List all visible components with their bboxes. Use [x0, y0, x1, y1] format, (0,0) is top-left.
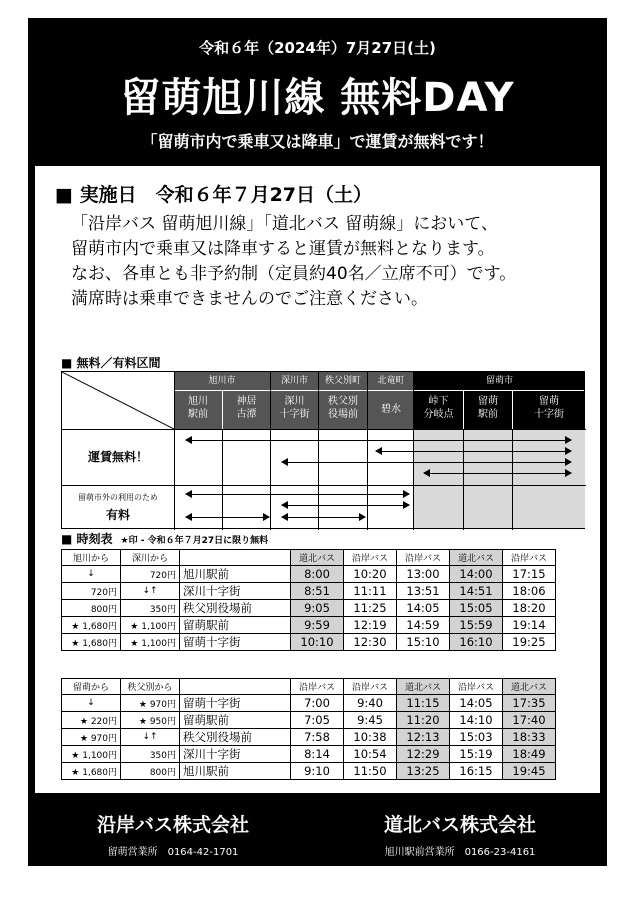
time-cell: 11:50: [344, 763, 397, 780]
free-route-arrow: [186, 436, 571, 445]
time-cell: 17:15: [503, 566, 556, 583]
bus-header: 沿岸バス: [503, 550, 556, 566]
stop-chippubetsu-yakuba: 秩父別 役場前: [319, 391, 367, 429]
fare-cell: ★ 950円: [121, 712, 180, 729]
fare-cell: ↓↑: [121, 729, 180, 746]
stop-cell: 旭川駅前: [180, 566, 291, 583]
fare-cell: 800円: [121, 763, 180, 780]
paid-route-arrow: [186, 490, 409, 499]
time-cell: 13:25: [397, 763, 450, 780]
fare-cell: ★ 970円: [121, 695, 180, 712]
time-cell: 11:25: [344, 600, 397, 617]
implementation-line: 満席時は乗車できませんのでご注意ください。: [71, 289, 428, 309]
stop-rumoi-ekimae: 留萌 駅前: [464, 391, 512, 429]
stop-cell: 留萌十字街: [180, 695, 291, 712]
time-cell: 12:13: [397, 729, 450, 746]
timetable-outbound: [61, 549, 556, 651]
time-cell: 17:35: [503, 695, 556, 712]
time-cell: 7:00: [291, 695, 344, 712]
area-fukagawa: 深川市: [271, 372, 318, 390]
time-cell: 9:45: [344, 712, 397, 729]
time-cell: 14:05: [450, 695, 503, 712]
bus-header: 道北バス: [450, 550, 503, 566]
fare-cell: 720円: [121, 566, 180, 583]
fare-header: 留萌から: [62, 679, 121, 695]
stop-header: [180, 679, 291, 695]
footer-enganbus: [73, 810, 273, 858]
bus-header: 沿岸バス: [344, 550, 397, 566]
fare-cell: ★ 1,100円: [121, 634, 180, 651]
time-cell: 10:38: [344, 729, 397, 746]
fare-cell: ★ 1,680円: [62, 634, 121, 651]
time-cell: 14:59: [397, 617, 450, 634]
stop-rumoi-jujigai: 留萌 十字街: [513, 391, 585, 429]
free-route-arrow: [424, 469, 571, 478]
time-cell: 15:05: [450, 600, 503, 617]
company-name: 沿岸バス株式会社: [96, 814, 249, 836]
fare-cell: ★ 1,100円: [62, 746, 121, 763]
stop-cell: 留萌十字街: [180, 634, 291, 651]
table-row: [62, 746, 556, 763]
time-cell: 7:58: [291, 729, 344, 746]
table-row: [62, 729, 556, 746]
time-cell: 7:05: [291, 712, 344, 729]
time-cell: 14:51: [450, 583, 503, 600]
fare-cell: ★ 1,100円: [121, 617, 180, 634]
fare-cell: ↓↑: [121, 583, 180, 600]
time-cell: 18:20: [503, 600, 556, 617]
fare-cell: ★ 970円: [62, 729, 121, 746]
implementation-line: なお、各車とも非予約制（定員約40名／立席不可）です。: [71, 264, 517, 284]
time-cell: 8:14: [291, 746, 344, 763]
bus-header: 道北バス: [397, 679, 450, 695]
stop-cell: 秩父別役場前: [180, 729, 291, 746]
timetable-title: ■ 時刻表: [61, 532, 113, 546]
fare-cell: 350円: [121, 746, 180, 763]
implementation-line: 留萌市内で乗車又は降車すると運賃が無料となります。: [71, 239, 495, 259]
time-cell: 9:10: [291, 763, 344, 780]
free-fare-label: 運賃無料！: [87, 450, 148, 464]
timetable-section-title: [61, 530, 268, 547]
paid-note: 留萌市外の利用のため: [78, 493, 158, 502]
table-row: [62, 763, 556, 780]
stop-cell: 留萌駅前: [180, 712, 291, 729]
bus-header: 沿岸バス: [450, 679, 503, 695]
time-cell: 12:30: [344, 634, 397, 651]
time-cell: 17:40: [503, 712, 556, 729]
paid-route-arrow: [282, 513, 365, 522]
bus-header: 道北バス: [291, 550, 344, 566]
time-cell: 8:00: [291, 566, 344, 583]
content-panel: [35, 166, 600, 793]
table-row: [62, 566, 556, 583]
time-cell: 19:25: [503, 634, 556, 651]
time-cell: 15:03: [450, 729, 503, 746]
time-cell: 19:45: [503, 763, 556, 780]
implementation-body: [71, 212, 516, 312]
timetable-note: ★印 - 令和６年７月27日に限り無料: [120, 536, 269, 546]
stop-kamui-kotan: 神居 古潭: [223, 391, 270, 429]
fare-cell: 350円: [121, 600, 180, 617]
time-cell: 9:40: [344, 695, 397, 712]
stop-cell: 深川十字街: [180, 583, 291, 600]
footer-dohokubus: [350, 810, 570, 858]
event-date: 令和６年（2024年）7月27日(土): [199, 39, 436, 57]
time-cell: 10:10: [291, 634, 344, 651]
time-cell: 15:19: [450, 746, 503, 763]
timetable-header-row: [62, 550, 556, 566]
area-rumoi: 留萌市: [414, 372, 585, 390]
time-cell: 8:51: [291, 583, 344, 600]
fare-header: 深川から: [121, 550, 180, 566]
time-cell: 18:06: [503, 583, 556, 600]
time-cell: 11:15: [397, 695, 450, 712]
area-hokuryu: 北竜町: [368, 372, 414, 390]
poster-title: 留萌旭川線 無料DAY: [120, 75, 515, 121]
fare-header: 秩父別から: [121, 679, 180, 695]
poster-subtitle: 「留萌市内で乗車又は降車」で運賃が無料です！: [141, 132, 494, 151]
time-cell: 12:29: [397, 746, 450, 763]
paid-route-arrow: [186, 513, 269, 522]
free-route-arrow: [376, 447, 571, 456]
fare-cell: ★ 220円: [62, 712, 121, 729]
time-cell: 9:05: [291, 600, 344, 617]
stop-cell: 秩父別役場前: [180, 600, 291, 617]
time-cell: 19:14: [503, 617, 556, 634]
poster-frame: [28, 18, 607, 866]
time-cell: 18:49: [503, 746, 556, 763]
time-cell: 16:10: [450, 634, 503, 651]
bus-header: 沿岸バス: [397, 550, 450, 566]
zone-section-title: ■ 無料／有料区間: [61, 356, 161, 370]
time-cell: 14:10: [450, 712, 503, 729]
time-cell: 15:10: [397, 634, 450, 651]
bus-header: 道北バス: [503, 679, 556, 695]
fare-header: 旭川から: [62, 550, 121, 566]
table-row: [62, 583, 556, 600]
time-cell: 13:00: [397, 566, 450, 583]
stop-fukagawa-jujigai: 深川 十字街: [271, 391, 318, 429]
stop-toge-shita: 峠下 分岐点: [414, 391, 463, 429]
stop-hekisui: 碧水: [368, 391, 414, 429]
timetable-header-row: [62, 679, 556, 695]
time-cell: 10:54: [344, 746, 397, 763]
time-cell: 9:59: [291, 617, 344, 634]
fare-cell: ↓: [62, 566, 121, 583]
bus-header: 沿岸バス: [344, 679, 397, 695]
stop-cell: 留萌駅前: [180, 617, 291, 634]
time-cell: 18:33: [503, 729, 556, 746]
implementation-title: ■ 実施日 令和６年７月27日（土）: [55, 184, 373, 206]
time-cell: 15:59: [450, 617, 503, 634]
time-cell: 13:51: [397, 583, 450, 600]
time-cell: 10:20: [344, 566, 397, 583]
time-cell: 14:00: [450, 566, 503, 583]
stop-header: [180, 550, 291, 566]
area-chippubetsu: 秩父別町: [319, 372, 367, 390]
diagonal-corner: [62, 372, 174, 429]
timetable-inbound: [61, 678, 556, 780]
stop-cell: 深川十字街: [180, 746, 291, 763]
time-cell: 11:11: [344, 583, 397, 600]
paid-fare-label: 有料: [105, 508, 130, 522]
free-route-arrow: [282, 458, 571, 467]
fare-cell: ↓: [62, 695, 121, 712]
fare-cell: ★ 1,680円: [62, 763, 121, 780]
stop-cell: 旭川駅前: [180, 763, 291, 780]
zone-table: [61, 371, 585, 529]
time-cell: 14:05: [397, 600, 450, 617]
stop-asahikawa-ekimae: 旭川 駅前: [174, 391, 222, 429]
bus-header: 沿岸バス: [291, 679, 344, 695]
table-row: [62, 617, 556, 634]
table-row: [62, 600, 556, 617]
paid-route-arrow: [282, 501, 409, 510]
office-contact: 留萌営業所 0164-42-1701: [107, 847, 239, 858]
table-row: [62, 712, 556, 729]
time-cell: 12:19: [344, 617, 397, 634]
fare-cell: 720円: [62, 583, 121, 600]
fare-cell: 800円: [62, 600, 121, 617]
table-row: [62, 634, 556, 651]
time-cell: 16:15: [450, 763, 503, 780]
company-name: 道北バス株式会社: [383, 814, 536, 836]
fare-cell: ★ 1,680円: [62, 617, 121, 634]
area-asahikawa: 旭川市: [174, 372, 270, 390]
office-contact: 旭川駅前営業所 0166-23-4161: [384, 847, 536, 858]
implementation-line: 「沿岸バス 留萌旭川線」「道北バス 留萌線」において、: [71, 214, 498, 234]
table-row: [62, 695, 556, 712]
time-cell: 11:20: [397, 712, 450, 729]
